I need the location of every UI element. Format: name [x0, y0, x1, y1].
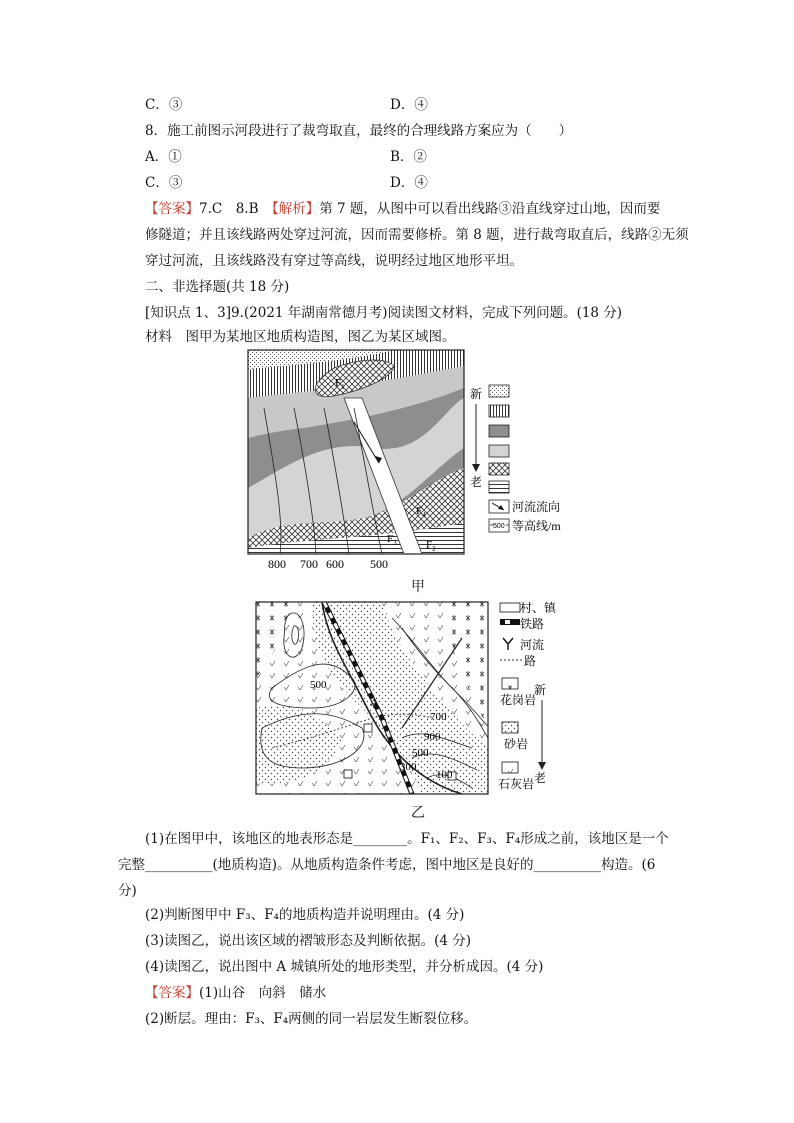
legend-swatch-dots [489, 385, 509, 397]
contour-label-900: 900 [424, 731, 441, 743]
section-heading: 二、非选择题(共 18 分) [145, 279, 290, 295]
contour-label-300: 300 [400, 761, 417, 773]
legend-old: 老 [470, 475, 483, 489]
fault-label-f3: $F_3$ [387, 533, 397, 547]
q7-option-c: C．③ [145, 97, 183, 113]
q8-option-a: A．① [145, 149, 182, 165]
q8-option-b: B．② [390, 149, 427, 165]
legend-granite-swatch [502, 678, 518, 689]
contour-label-500a: 500 [310, 679, 327, 691]
answer-line-3: 穿过河流，且该线路没有穿过等高线，说明经过地区地形平坦。 [145, 253, 523, 269]
q9-material: 材料 图甲为某地区地质构造图，图乙为某区域图。 [145, 329, 456, 345]
fault-label-f2: $F_2$ [426, 539, 436, 553]
legend-limestone-swatch [502, 762, 518, 773]
analysis-tag: 【解析】 [272, 201, 320, 217]
answer-line-2: 修隧道；并且该线路两处穿过河流，因而需要修桥。第 8 题，进行裁弯取直后，线路②无须 [145, 227, 689, 243]
legend-railway: 铁路 [520, 617, 545, 631]
contour-sample: 500 [493, 523, 505, 530]
question-1-line-3: 分) [118, 883, 137, 899]
town-icon-b [344, 770, 352, 778]
contour-label-700: 700 [430, 711, 447, 723]
answer-line-1 [145, 200, 660, 218]
q8-stem: 8．施工前图示河段进行了裁弯取直，最终的合理线路方案应为（ ） [145, 123, 573, 139]
legend-swatch-dark [489, 425, 509, 437]
answer2-line-1 [145, 984, 326, 1002]
legend-sandstone: 砂岩 [504, 737, 529, 751]
town-icon-a [364, 724, 372, 732]
q9-intro: [知识点 1、3]9.(2021 年湖南常德月考)阅读图文材料，完成下列问题。(18 分) [145, 305, 623, 321]
legend-river-flow: 河流流向 [512, 500, 561, 514]
legend-sandstone-swatch [502, 722, 518, 733]
legend-contour: 等高线/m [512, 519, 561, 533]
fault-label-f4: $F_4$ [416, 505, 426, 519]
q7-option-d: D．④ [390, 97, 428, 113]
contour-label-500b: 500 [412, 747, 429, 759]
geology-structure-map [244, 348, 561, 573]
legend-swatch-horizontal [489, 481, 509, 493]
answer-values: 7.C 8.B [199, 201, 273, 217]
legend-swatch-vertical [489, 405, 509, 417]
q8-option-c: C．③ [145, 175, 183, 191]
answer2-text-1: (1)山谷 向斜 储水 [199, 985, 327, 1001]
answer-tag: 【答案】 [145, 201, 199, 217]
legend2-old: 老 [534, 771, 547, 785]
legend-new: 新 [470, 387, 483, 401]
contour-label-700: 700 [300, 557, 318, 571]
fault-label-f1: $F_1$ [335, 377, 345, 391]
contour-label-500: 500 [370, 557, 388, 571]
legend-river-icon [503, 638, 513, 650]
question-4: (4)读图乙，说出图中 A 城镇所处的地形类型，并分析成因。(4 分) [145, 959, 544, 975]
legend-town: 村、镇 [520, 601, 557, 615]
question-1-line-2: 完整__________(地质构造)。从地质构造条件考虑，图中地区是良好的__________构造。(6 [118, 857, 656, 873]
question-2: (2)判断图甲中 F₃、F₄的地质构造并说明理由。(4 分) [145, 907, 465, 923]
legend2-new: 新 [534, 683, 547, 697]
point-a-label: A [370, 697, 378, 709]
answer2-tag: 【答案】 [145, 985, 199, 1001]
regional-map [252, 598, 557, 798]
contour-label-600: 600 [326, 557, 344, 571]
analysis-text: 第 7 题，从图中可以看出线路③沿直线穿过山地，因而要 [319, 201, 661, 217]
answer2-line-2: (2)断层。理由：F₃、F₄两侧的同一岩层发生断裂位移。 [145, 1011, 478, 1027]
question-1-line-1: (1)在图甲中，该地区的地表形态是________。F₁、F₂、F₃、F₄形成之前，该地区是一个 [145, 831, 669, 847]
legend-swatch-light [489, 445, 509, 457]
figure-caption-jia: 甲 [411, 579, 425, 595]
question-3: (3)读图乙，说出该区域的褶皱形态及判断依据。(4 分) [145, 933, 472, 949]
legend-river: 河流 [520, 638, 545, 652]
contour-label-800: 800 [268, 557, 286, 571]
legend-town-icon [500, 603, 520, 612]
legend-road: 路 [524, 654, 537, 668]
legend-granite: 花岗岩 [500, 693, 537, 707]
legend-swatch-crosshatch [489, 463, 509, 475]
q8-option-d: D．④ [390, 175, 428, 191]
legend-limestone: 石灰岩 [498, 777, 535, 791]
figure-caption-yi: 乙 [411, 805, 425, 821]
contour-label-100: 100 [436, 769, 453, 781]
